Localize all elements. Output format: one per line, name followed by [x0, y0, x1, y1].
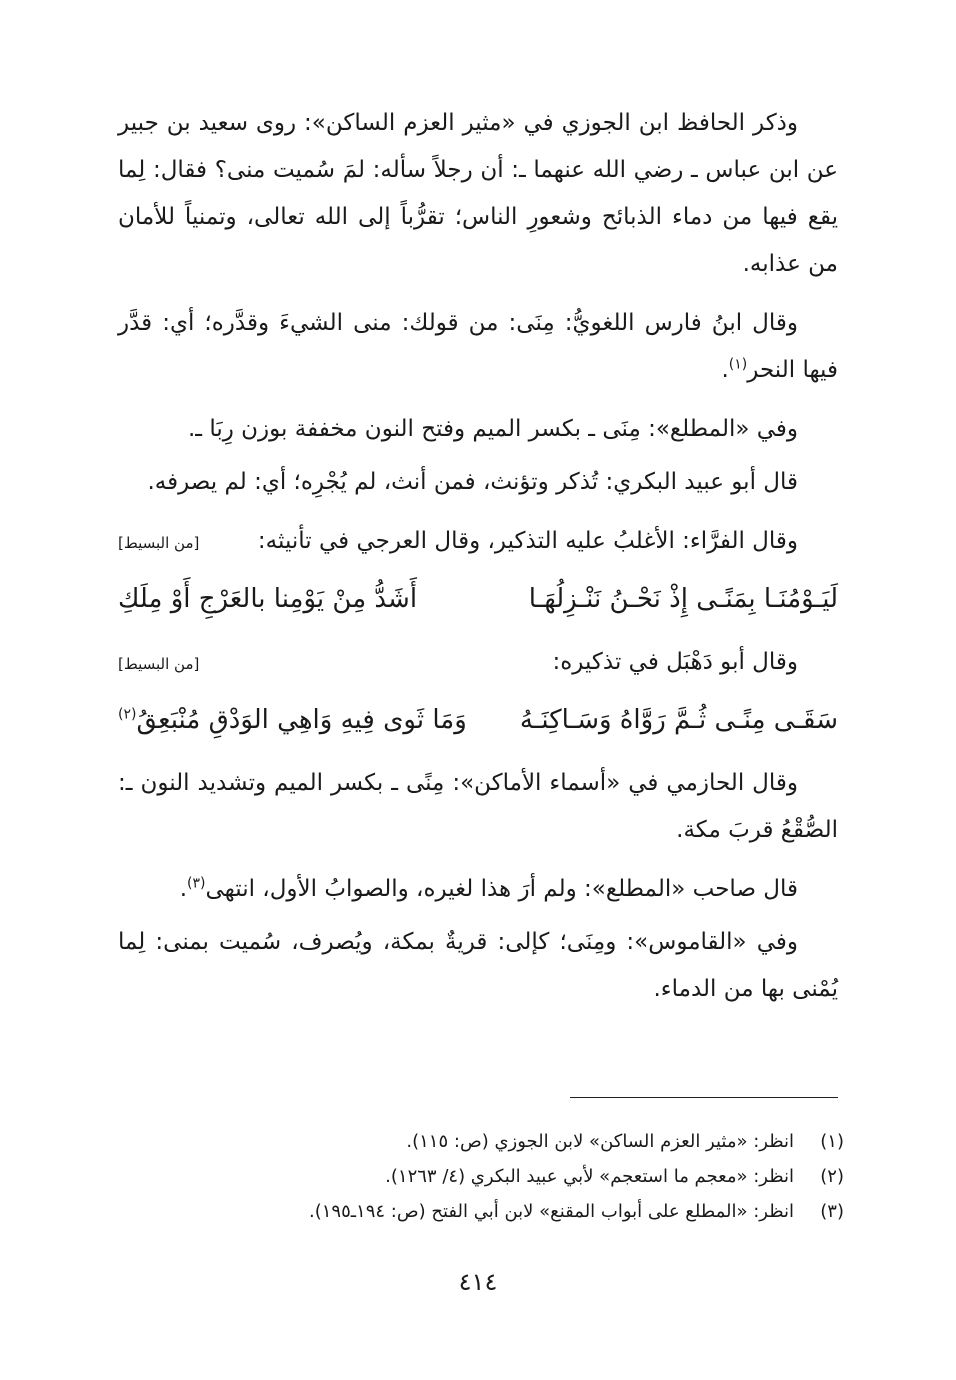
- paragraph-text: وقال الحازمي في «أسماء الأماكن»: مِنًى ـ بكسر الميم وتشديد النون ـ: الصُّقْعُ قربَ مكة.: [118, 770, 838, 843]
- footnote-item: [124, 1124, 844, 1159]
- meter-label: [من البسيط]: [118, 534, 200, 552]
- paragraph-bakri: [118, 459, 838, 506]
- footnote-item: [124, 1159, 844, 1194]
- sentence-end: .: [721, 357, 729, 383]
- poem-verse-1: [118, 571, 838, 627]
- poem-verse-2: [118, 692, 838, 748]
- paragraph-abu-dahbal: [118, 639, 838, 686]
- main-text: [118, 100, 838, 1025]
- footnote-number: (٣): [820, 1201, 844, 1222]
- footnote-separator: [570, 1097, 838, 1098]
- paragraph-ibn-faris: [118, 300, 838, 394]
- paragraph-text: قال أبو عبيد البكري: تُذكر وتؤنث، فمن أنث، لم يُجْرِه؛ أي: لم يصرفه.: [147, 469, 798, 495]
- paragraph-text: وفي «القاموس»: ومِنَى؛ كإلى: قريةٌ بمكة، ويُصرف، سُميت بمنى: لِما يُمْنى بها من الدماء.: [118, 929, 838, 1002]
- footnotes: [124, 1124, 844, 1229]
- footnote-text: انظر: «مثير العزم الساكن» لابن الجوزي (ص: ١١٥).: [406, 1131, 794, 1152]
- footnote-text: انظر: «المطلع على أبواب المقنع» لابن أبي الفتح (ص: ١٩٤ـ١٩٥).: [309, 1201, 794, 1222]
- footnote-ref-2: (٢): [118, 706, 137, 723]
- verse-text: وَمَا ثَوى فِيهِ وَاهِي الوَدْقِ مُنْبَعِقُ: [136, 705, 467, 735]
- verse-first-hemistich: لَيَـوْمُنَـا بِمَنًـى إِذْ نَحْـنُ نَنْـزِلُهَـا: [528, 584, 838, 614]
- footnote-ref-3: (٣): [187, 875, 206, 892]
- verse-second-hemistich: أَشَدُّ مِنْ يَوْمِنا بالعَرْجِ أَوْ مِلَكِ: [118, 584, 418, 614]
- paragraph-text: وقال الفرَّاء: الأغلبُ عليه التذكير، وقال العرجي في تأنيثه:: [257, 528, 798, 554]
- paragraph-text: وفي «المطلع»: مِنَى ـ بكسر الميم وفتح النون مخففة بوزن رِبَا ـ.: [187, 416, 798, 442]
- paragraph-farra: [118, 518, 838, 565]
- footnote-number: (٢): [820, 1166, 844, 1187]
- page-number: ٤١٤: [458, 1268, 498, 1296]
- paragraph-text: وقال أبو دَهْبَل في تذكيره:: [552, 649, 798, 675]
- sentence-end: .: [179, 876, 188, 902]
- paragraph-hazimi: [118, 760, 838, 854]
- paragraph-text: وذكر الحافظ ابن الجوزي في «مثير العزم الساكن»: روى سعيد بن جبير عن ابن عباس ـ رضي الله عنهما ـ: أن رجلاً سأله: لمَ سُميت منى؟ فقال: لِما يقع فيها من دماء الذبائح وشعورِ الناس؛ تقرُّباً إلى الله تعالى، وتمنياً للأمان من عذابه.: [118, 110, 838, 277]
- footnote-item: [124, 1194, 844, 1229]
- footnote-ref-1: (١): [728, 356, 748, 373]
- paragraph-mutla: [118, 406, 838, 453]
- paragraph-text: قال صاحب «المطلع»: ولم أرَ هذا لغيره، والصوابُ الأول، انتهى: [205, 876, 798, 902]
- footnote-text: انظر: «معجم ما استعجم» لأبي عبيد البكري (٤/ ١٢٦٣).: [385, 1166, 794, 1187]
- footnote-number: (١): [820, 1131, 844, 1152]
- verse-second-hemistich: [118, 692, 467, 748]
- verse-first-hemistich: سَقَـى مِنًـى ثُـمَّ رَوَّاهُ وَسَـاكِنَـهُ: [519, 705, 838, 735]
- paragraph-text: وقال ابنُ فارس اللغويُّ: مِنَى: من قولك: منى الشيءَ وقدَّره؛ أي: قدَّر فيها النحر: [118, 310, 838, 383]
- meter-label: [من البسيط]: [118, 655, 200, 673]
- paragraph-sahib-mutla: [118, 866, 838, 913]
- paragraph-qamus: [118, 919, 838, 1013]
- paragraph-ibn-jawzi: [118, 100, 838, 288]
